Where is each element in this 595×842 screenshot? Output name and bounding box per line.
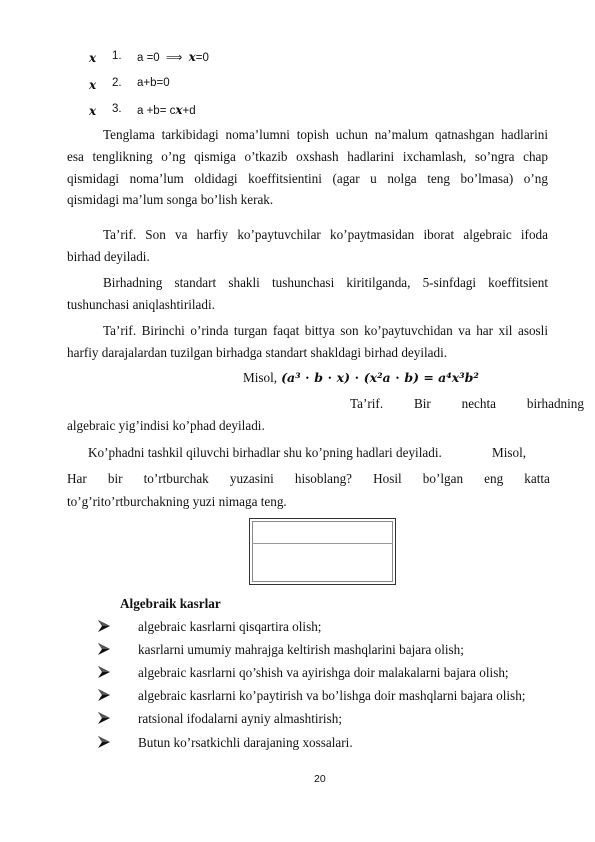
- paragraph-standard-birhad-definition: Ta’rif. Birinchi o’rinda turgan faqat bittya son ko’paytuvchidan va har xil asosli harfiy darajalardan tuzilgan birhadga standart shakldagi birhad deyiladi.: [67, 323, 548, 360]
- arrowhead-bullet-icon: [97, 619, 111, 633]
- example-label: Misol,: [243, 370, 278, 385]
- figure-inner-border: [252, 521, 393, 582]
- example-label-2: Misol,: [492, 445, 527, 460]
- list-equation: a =0 ⟹ 𝒙=0: [137, 50, 209, 64]
- list-number: 3.: [112, 103, 122, 115]
- x-math-icon: 𝒙: [89, 104, 97, 118]
- list-item-3: [89, 102, 196, 120]
- paragraph-standard-form: Birhadning standart shakli tushunchasi kiritilganda, 5-sinfdagi koeffitsient tushunchasi aniqlashtiriladi.: [67, 275, 548, 312]
- list-item-1: [89, 49, 209, 67]
- arrowhead-bullet-icon: [97, 711, 111, 725]
- arrowhead-bullet-icon: [97, 688, 111, 702]
- kophad-terms-line: Ko’phadni tashkil qiluvchi birhadlar shu ko’pning hadlari deyiladi.: [88, 445, 442, 460]
- page-number: 20: [314, 773, 326, 785]
- list-number: 2.: [112, 77, 122, 89]
- x-math-icon: 𝒙: [89, 51, 97, 65]
- paragraph-equation-rule: Tenglama tarkibidagi noma’lumni topish uchun na’malum qatnashgan hadlarini esa tenglikning o’ng qismiga o’tkazib oxshash hadlarini ixchamlash, so’ngra chap qismidagi noma’lum oldidagi koeffitsientini (agar u nolga teng bo’lmasa) o’ng qismidagi ma’lum songa bo’lish kerak.: [67, 127, 548, 208]
- kophad-definition-line1: Ta’rif. Bir nechta birhadning: [350, 396, 584, 411]
- list-number: 1.: [112, 50, 122, 62]
- arrowhead-bullet-icon: [97, 642, 111, 656]
- kophad-definition-line2: algebraic yig’indisi ko’phad deyiladi.: [67, 418, 265, 433]
- x-math-icon: 𝒙: [89, 78, 97, 92]
- question-line1: Har bir to’rtburchak yuzasini hisoblang? Hosil bo’lgan eng katta: [67, 471, 550, 486]
- paragraph-birhad-definition: Ta’rif. Son va harfiy ko’paytuvchilar ko’paytmasidan iborat algebraic ifoda birhad deyiladi.: [67, 227, 548, 264]
- example-formula: (𝒂³ ⋅ 𝒃 ⋅ 𝒙) ⋅ (𝒙²𝒂 ⋅ 𝒃) = 𝒂⁴𝒙³𝒃²: [281, 370, 479, 385]
- section-title: Algebraik kasrlar: [120, 596, 221, 611]
- example-formula-line: [243, 369, 479, 387]
- list-equation: a+b=0: [137, 77, 170, 89]
- rectangle-figure: [249, 518, 396, 585]
- arrowhead-bullet-icon: [97, 665, 111, 679]
- list-item-2: [89, 76, 170, 94]
- question-line2: to’g’rito’rtburchakning yuzi nimaga teng.: [67, 494, 287, 509]
- arrowhead-bullet-icon: [97, 735, 111, 749]
- figure-divider: [252, 543, 393, 544]
- list-equation: a +b= c𝒙+d: [137, 103, 196, 117]
